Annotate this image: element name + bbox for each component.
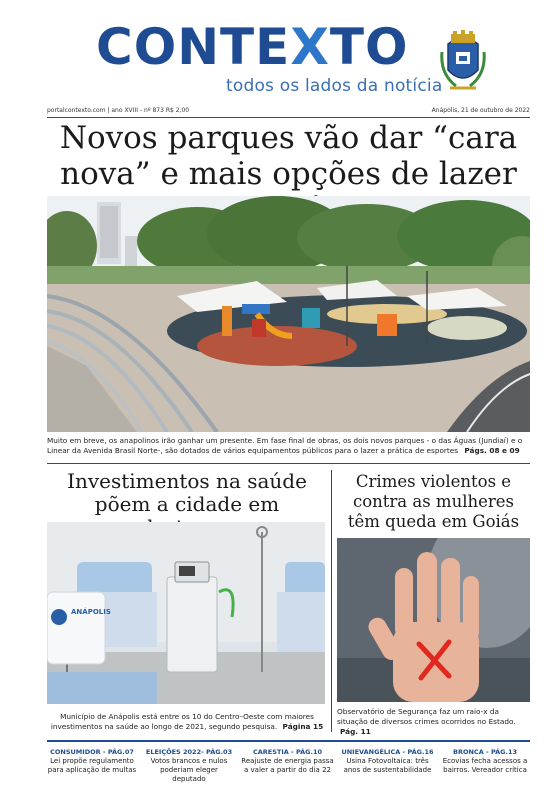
main-caption-text: Muito em breve, os anapolinos irão ganhar um presente. Em fase final de obras, os dois novos parques - o das Águas (Jundiaí) e o Linear da Avenida Brasil Norte-, são dotados de vários equipamentos públicos para o lazer a prática de esportes bbox=[47, 436, 523, 455]
health-caption-text: Município de Anápolis está entre os 10 do Centro–Oeste com maiores investimentos na saúde ao longo de 2021, segundo pesquisa. bbox=[50, 712, 314, 731]
crime-caption-text: Observatório de Segurança faz um raio-x da situação de diversos crimes ocorridos no Estado. bbox=[337, 707, 516, 726]
teaser-item[interactable] bbox=[440, 748, 530, 775]
logo-accent-letter: X bbox=[290, 18, 330, 76]
teaser-divider bbox=[47, 740, 530, 742]
teaser-text: Usina Fotovoltaica: três anos de sustentabilidade bbox=[343, 757, 432, 774]
main-caption bbox=[47, 436, 530, 456]
pillow-text: ANÁPOLIS bbox=[71, 608, 111, 616]
teaser-text: Reajuste de energia passa a valer a partir do dia 22 bbox=[241, 757, 334, 774]
health-headline[interactable]: Investimentos na saúde põem a cidade em bbox=[67, 469, 307, 516]
edition-info-bar bbox=[47, 107, 530, 118]
crime-caption-page[interactable]: Pág. 11 bbox=[340, 727, 371, 736]
hand-photo[interactable] bbox=[337, 538, 530, 702]
teaser-text: Votos brancos e nulos poderiam eleger deputado bbox=[150, 757, 228, 783]
hospital-photo[interactable] bbox=[47, 522, 325, 704]
teaser-kicker: UNIEVANGÉLICA - PÁG.16 bbox=[341, 748, 434, 756]
health-caption-page[interactable]: Página 15 bbox=[282, 722, 324, 731]
health-caption bbox=[47, 712, 327, 732]
section-divider bbox=[47, 463, 530, 464]
city-crest-icon bbox=[440, 30, 486, 92]
teaser-item[interactable] bbox=[47, 748, 137, 775]
edition-date: Anápolis, 21 de outubro de 2022 bbox=[431, 107, 530, 114]
edition-info: portalcontexto.com | ano XVIII - nº 873 R$ 2,00 bbox=[47, 107, 190, 114]
park-photo[interactable] bbox=[47, 196, 530, 432]
teaser-kicker: BRONCA - PÁG.13 bbox=[453, 748, 517, 756]
main-caption-pages[interactable]: Págs. 08 e 09 bbox=[464, 446, 520, 455]
teaser-item[interactable] bbox=[143, 748, 235, 784]
teaser-kicker: CARESTIA - PÁG.10 bbox=[252, 748, 323, 756]
crime-caption bbox=[337, 707, 530, 737]
newspaper-logo bbox=[96, 18, 409, 76]
crime-headline[interactable]: Crimes violentos e contra as mulheres têm queda em Goiás bbox=[347, 472, 520, 531]
teaser-text: Lei propõe regulamento para aplicação de multas bbox=[47, 757, 137, 774]
main-headline[interactable]: Novos parques vão dar “cara nova” e mais opções de lazer bbox=[59, 120, 518, 192]
teaser-text: Ecovias fecha acessos a bairros. Vereador crítica bbox=[442, 757, 528, 774]
logo-text: CONTEXTO bbox=[96, 18, 409, 76]
teaser-item[interactable] bbox=[340, 748, 435, 775]
column-divider bbox=[331, 470, 332, 732]
tagline: todos os lados da notícia bbox=[226, 76, 443, 96]
teaser-item[interactable] bbox=[240, 748, 335, 775]
teaser-kicker: CONSUMIDOR - PÁG.07 bbox=[50, 748, 134, 756]
teaser-kicker: ELEIÇÕES 2022- PÁG.03 bbox=[145, 748, 233, 756]
